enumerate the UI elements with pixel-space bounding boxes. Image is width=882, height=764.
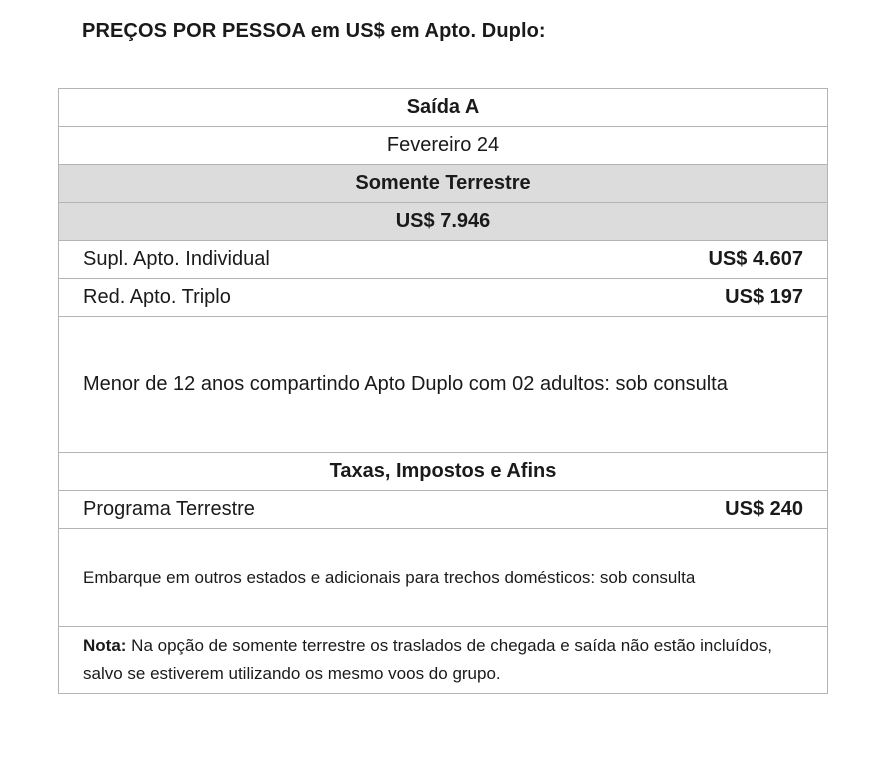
land-program-row — [59, 491, 827, 529]
child-note-text: Menor de 12 anos compartindo Apto Duplo com 02 adultos: sob consulta — [83, 373, 728, 395]
triple-reduction-label: Red. Apto. Triplo — [83, 286, 231, 308]
taxes-header-label: Taxas, Impostos e Afins — [329, 460, 557, 482]
date-label: Fevereiro 24 — [386, 134, 500, 156]
land-program-value: US$ 240 — [725, 498, 803, 520]
base-price-row — [59, 203, 827, 241]
note-row — [59, 627, 827, 693]
note-paragraph — [83, 632, 803, 688]
triple-reduction-value: US$ 197 — [725, 286, 803, 308]
boarding-note-row — [59, 529, 827, 627]
package-type-label: Somente Terrestre — [355, 172, 531, 194]
departure-row — [59, 89, 827, 127]
single-supplement-label: Supl. Apto. Individual — [83, 248, 270, 270]
triple-reduction-row — [59, 279, 827, 317]
land-program-label: Programa Terrestre — [83, 498, 255, 520]
note-label: Nota: — [83, 636, 127, 655]
package-type-row — [59, 165, 827, 203]
price-table — [58, 88, 828, 694]
single-supplement-value: US$ 4.607 — [708, 248, 803, 270]
child-note-row — [59, 317, 827, 453]
note-text: Na opção de somente terrestre os traslados de chegada e saída não estão incluídos, salvo se estiverem utilizando os mesmo voos do grupo. — [83, 636, 772, 683]
date-row — [59, 127, 827, 165]
page-title: PREÇOS POR PESSOA em US$ em Apto. Duplo: — [82, 20, 546, 42]
boarding-note-text: Embarque em outros estados e adicionais para trechos domésticos: sob consulta — [83, 567, 696, 587]
base-price-value: US$ 7.946 — [395, 210, 491, 232]
departure-label: Saída A — [406, 96, 480, 118]
single-supplement-row — [59, 241, 827, 279]
taxes-header-row — [59, 453, 827, 491]
